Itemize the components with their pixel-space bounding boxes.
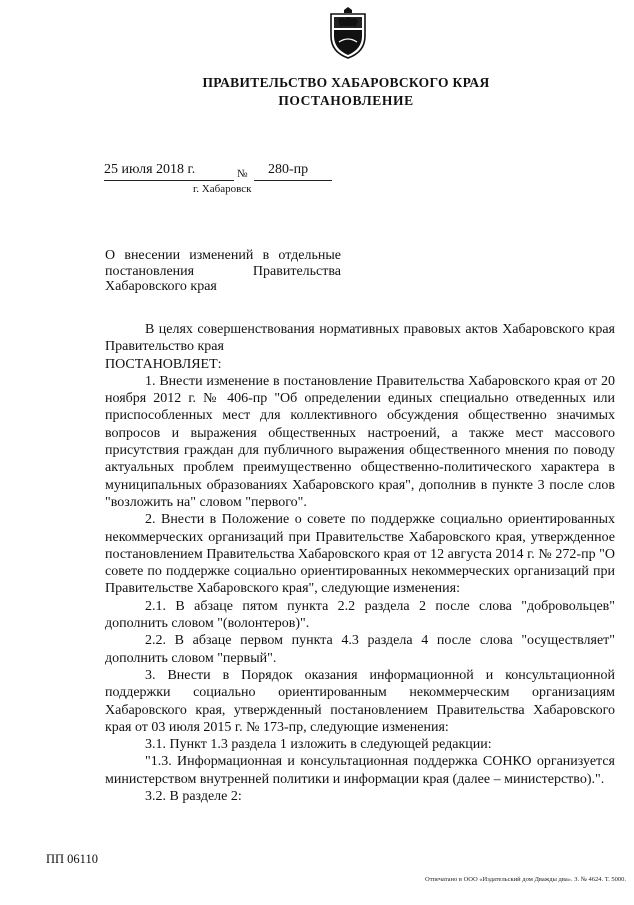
body-paragraph-3-1: 3.1. Пункт 1.3 раздела 1 изложить в следующей редакции: <box>145 737 492 753</box>
body-paragraph-decree: ПОСТАНОВЛЯЕТ: <box>105 356 222 372</box>
document-date: 25 июля 2018 г. <box>104 162 196 177</box>
document-subject: О внесении изменений в отдельные постановления Правительства Хабаровского края <box>105 248 341 294</box>
print-note: Отпечатано в ООО «Издательский дом Дважды два». З. № 4624. Т. 5000. <box>425 876 626 883</box>
body-paragraph-2-1: 2.1. В абзаце пятом пункта 2.2 раздела 2 после слова "добровольцев" дополнить словом "(волонтеров)". <box>105 598 615 632</box>
body-paragraph-2: 2. Внести в Положение о совете по поддержке социально ориентированных некоммерческих организаций при Правительстве Хабаровского края, утвержденное постановлением Правительства Хабаровского края от 12 августа 2014 г. № 272-пр "О совете по поддержке социально ориентированных некоммерческих организаций при Правительстве Хабаровского края", следующие изменения: <box>105 512 615 597</box>
document-number: 280-пр <box>268 162 309 177</box>
number-sign: № <box>237 168 248 180</box>
document-city: г. Хабаровск <box>193 183 252 195</box>
coat-of-arms-bear-icon <box>327 6 369 60</box>
government-title: ПРАВИТЕЛЬСТВО ХАБАРОВСКОГО КРАЯ <box>202 75 490 90</box>
body-paragraph-3-1-text: "1.3. Информационная и консультационная поддержка СОНКО организуется министерством внутренней политики и информации края (далее – министерство).". <box>105 754 615 787</box>
body-paragraph-3: 3. Внести в Порядок оказания информационной и консультационной поддержки социально ориентированным некоммерческим организациям Хабаровского края, утвержденный постановлением Правительства Хабаровского края от 03 июля 2015 г. № 173-пр, следующие изменения: <box>105 667 615 735</box>
date-underline <box>104 180 234 181</box>
body-paragraph-preamble: В целях совершенствования нормативных правовых актов Хабаровского края Правительство края <box>105 322 615 355</box>
body-paragraph-1: 1. Внести изменение в постановление Правительства Хабаровского края от 20 ноября 2012 г. № 406-пр "Об определении единых специально отведенных или приспособленных мест для коллективного обсуждения общественно значимых вопросов и выражения общественных настроений, а также мест массового присутствия граждан для публичного выражения общественного мнения по поводу актуальных проблем преимущественно общественно-политического характера в муниципальных образованиях Хабаровского края", дополнив в пункте 3 после слов "возложить на" словом "первого". <box>105 373 615 510</box>
body-paragraph-2-2: 2.2. В абзаце первом пункта 4.3 раздела 4 после слова "осуществляет" дополнить словом "первый". <box>105 633 615 666</box>
body-paragraph-3-2: 3.2. В разделе 2: <box>145 789 242 805</box>
document-body <box>105 321 615 805</box>
number-underline <box>254 180 332 181</box>
footer-code: ПП 06110 <box>46 852 98 866</box>
document-type: ПОСТАНОВЛЕНИЕ <box>278 93 414 108</box>
